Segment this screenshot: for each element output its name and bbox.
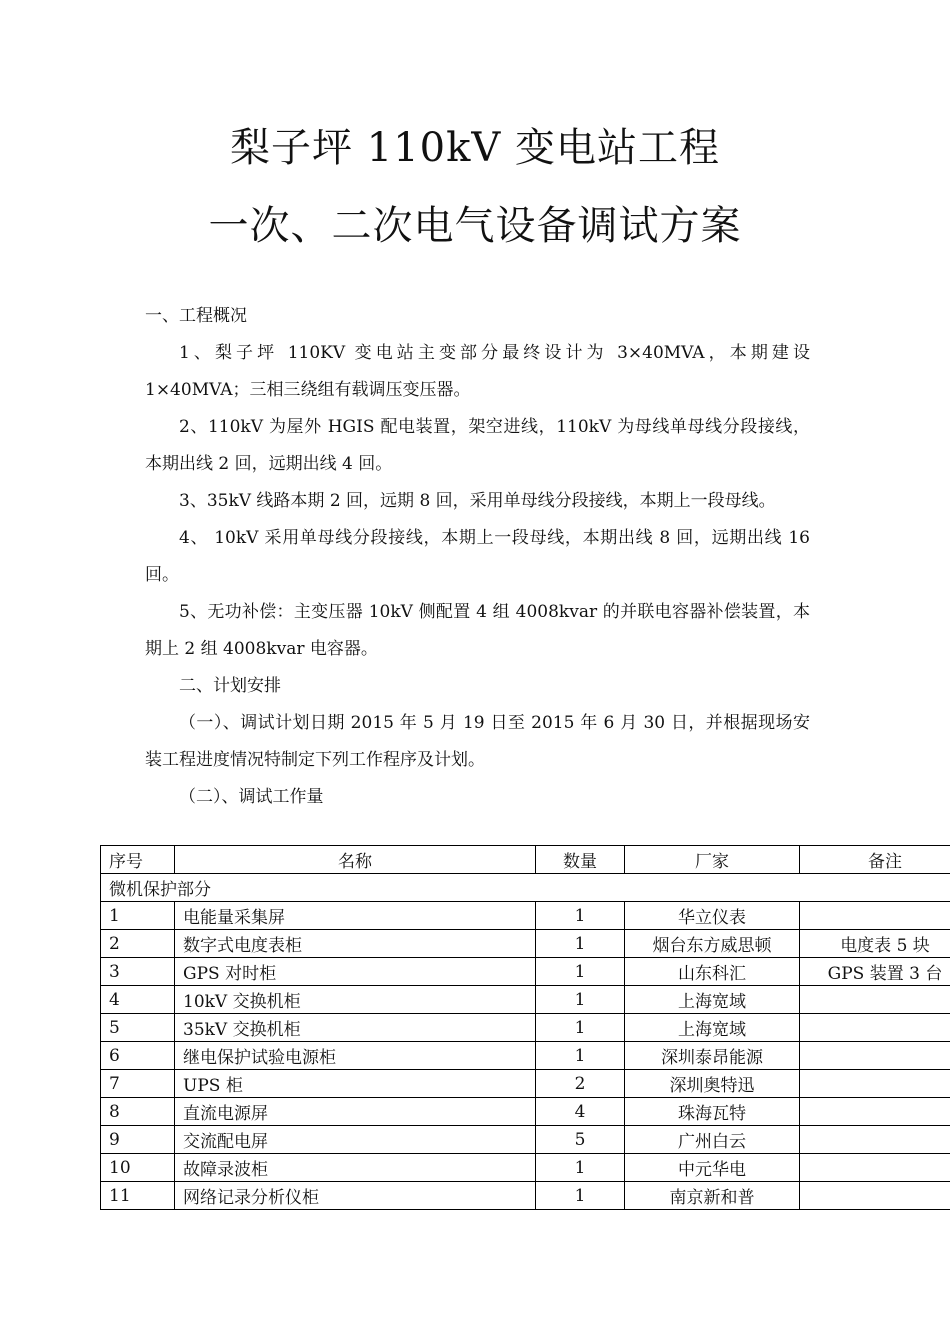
cell-no: 7 bbox=[101, 1070, 175, 1098]
cell-qty: 1 bbox=[536, 958, 625, 986]
cell-name: UPS 柜 bbox=[175, 1070, 536, 1098]
section2-heading: 二、计划安排 bbox=[179, 676, 281, 696]
cell-name: 10kV 交换机柜 bbox=[175, 986, 536, 1014]
cell-qty: 1 bbox=[536, 1014, 625, 1042]
header-maker: 厂家 bbox=[625, 846, 800, 874]
document-title-line1: 梨子坪 110kV 变电站工程 bbox=[230, 125, 720, 171]
cell-no: 10 bbox=[101, 1154, 175, 1182]
table-section-row bbox=[101, 874, 950, 902]
table-row bbox=[101, 1182, 950, 1210]
cell-name: 交流配电屏 bbox=[175, 1126, 536, 1154]
cell-no: 8 bbox=[101, 1098, 175, 1126]
cell-maker: 广州白云 bbox=[625, 1126, 800, 1154]
cell-note bbox=[800, 1098, 950, 1126]
table-row bbox=[101, 902, 950, 930]
cell-qty: 1 bbox=[536, 1182, 625, 1210]
cell-name: 继电保护试验电源柜 bbox=[175, 1042, 536, 1070]
table-row bbox=[101, 1154, 950, 1182]
table-row bbox=[101, 958, 950, 986]
cell-name: 直流电源屏 bbox=[175, 1098, 536, 1126]
cell-qty: 5 bbox=[536, 1126, 625, 1154]
cell-qty: 1 bbox=[536, 930, 625, 958]
cell-maker: 深圳奥特迅 bbox=[625, 1070, 800, 1098]
cell-name: GPS 对时柜 bbox=[175, 958, 536, 986]
cell-note bbox=[800, 986, 950, 1014]
table-row bbox=[101, 1070, 950, 1098]
plan-paragraph: （一）、调试计划日期 2015 年 5 月 19 日至 2015 年 6 月 30 日，并根据现场安装工程进度情况特制定下列工作程序及计划。 bbox=[145, 713, 810, 770]
table-header-row bbox=[101, 846, 950, 874]
cell-note bbox=[800, 1042, 950, 1070]
table-row bbox=[101, 1014, 950, 1042]
overview-item-2: 2、110kV 为屋外 HGIS 配电装置，架空进线，110kV 为母线单母线分段接线，本期出线 2 回，远期出线 4 回。 bbox=[145, 417, 810, 474]
workload-heading: （二）、调试工作量 bbox=[179, 787, 324, 807]
overview-item-5: 5、无功补偿：主变压器 10kV 侧配置 4 组 4008kvar 的并联电容器补偿装置，本期上 2 组 4008kvar 电容器。 bbox=[145, 602, 810, 659]
cell-note bbox=[800, 1014, 950, 1042]
header-note: 备注 bbox=[800, 846, 950, 874]
header-name: 名称 bbox=[175, 846, 536, 874]
table-row bbox=[101, 1098, 950, 1126]
section-label: 微机保护部分 bbox=[101, 874, 950, 902]
cell-name: 故障录波柜 bbox=[175, 1154, 536, 1182]
cell-no: 4 bbox=[101, 986, 175, 1014]
cell-note bbox=[800, 1126, 950, 1154]
cell-note: GPS 装置 3 台 bbox=[800, 958, 950, 986]
cell-no: 6 bbox=[101, 1042, 175, 1070]
document-title-line2: 一次、二次电气设备调试方案 bbox=[208, 203, 742, 249]
cell-qty: 1 bbox=[536, 1042, 625, 1070]
table-row bbox=[101, 986, 950, 1014]
cell-maker: 上海宽域 bbox=[625, 1014, 800, 1042]
overview-item-3: 3、35kV 线路本期 2 回，远期 8 回，采用单母线分段接线，本期上一段母线。 bbox=[179, 491, 776, 511]
cell-no: 3 bbox=[101, 958, 175, 986]
cell-maker: 上海宽域 bbox=[625, 986, 800, 1014]
cell-no: 1 bbox=[101, 902, 175, 930]
cell-name: 电能量采集屏 bbox=[175, 902, 536, 930]
cell-maker: 山东科汇 bbox=[625, 958, 800, 986]
workload-table bbox=[100, 845, 950, 1210]
cell-note bbox=[800, 1070, 950, 1098]
cell-name: 35kV 交换机柜 bbox=[175, 1014, 536, 1042]
cell-maker: 华立仪表 bbox=[625, 902, 800, 930]
overview-item-4: 4、 10kV 采用单母线分段接线，本期上一段母线，本期出线 8 回，远期出线 16 回。 bbox=[145, 528, 810, 585]
cell-maker: 南京新和普 bbox=[625, 1182, 800, 1210]
cell-no: 5 bbox=[101, 1014, 175, 1042]
overview-item-1: 1、梨子坪 110KV 变电站主变部分最终设计为 3×40MVA，本期建设 1×40MVA；三相三绕组有载调压变压器。 bbox=[145, 343, 810, 400]
cell-name: 数字式电度表柜 bbox=[175, 930, 536, 958]
cell-maker: 中元华电 bbox=[625, 1154, 800, 1182]
header-qty: 数量 bbox=[536, 846, 625, 874]
cell-note bbox=[800, 1182, 950, 1210]
cell-qty: 1 bbox=[536, 986, 625, 1014]
cell-qty: 1 bbox=[536, 1154, 625, 1182]
header-no: 序号 bbox=[101, 846, 175, 874]
cell-note bbox=[800, 902, 950, 930]
cell-note bbox=[800, 1154, 950, 1182]
table-row bbox=[101, 1042, 950, 1070]
cell-no: 9 bbox=[101, 1126, 175, 1154]
cell-qty: 1 bbox=[536, 902, 625, 930]
cell-name: 网络记录分析仪柜 bbox=[175, 1182, 536, 1210]
table-row bbox=[101, 930, 950, 958]
cell-no: 2 bbox=[101, 930, 175, 958]
section1-heading: 一、工程概况 bbox=[145, 306, 247, 326]
cell-note: 电度表 5 块 bbox=[800, 930, 950, 958]
cell-maker: 深圳泰昂能源 bbox=[625, 1042, 800, 1070]
cell-maker: 烟台东方威思顿 bbox=[625, 930, 800, 958]
table-row bbox=[101, 1126, 950, 1154]
cell-maker: 珠海瓦特 bbox=[625, 1098, 800, 1126]
cell-qty: 4 bbox=[536, 1098, 625, 1126]
cell-qty: 2 bbox=[536, 1070, 625, 1098]
cell-no: 11 bbox=[101, 1182, 175, 1210]
